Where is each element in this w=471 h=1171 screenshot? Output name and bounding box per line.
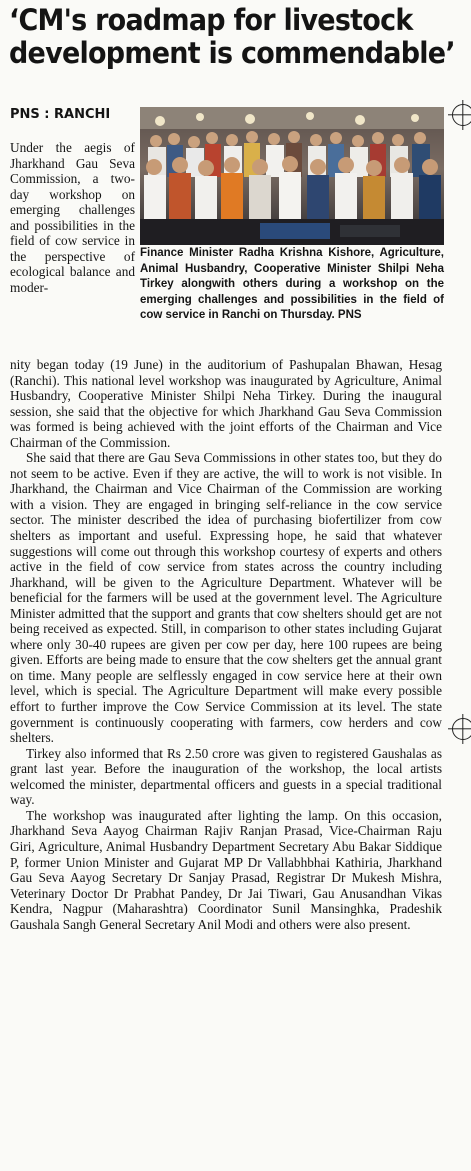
registration-mark-icon [452, 718, 471, 740]
headline [9, 3, 455, 70]
article-body [10, 357, 442, 932]
body-paragraph-4: The workshop was inaugurated after lighting the lamp. On this occasion, Jharkhand Seva Aayog Chairman Rajiv Ranjan Prasad, Vice-Chairman Raju Giri, Agriculture, Animal Husbandry Department Secretary Abu Bakar Siddique P, former Union Minister and Gujarat MP Dr Vallabhbhai Kathiria, Jharkhand Gau Seva Aayog Secretary Dr Sanjay Prasad, Registrar Dr Mukesh Mishra, Veterinary Doctor Dr Prabhat Pandey, Dr Jai Tiwari, Gau Anusandhan Vikas Kendra, Nagpur (Maharashtra) Coordinator Sunil Mansinghka, Pradeshik Gaushala Sangh General Secretary Anil Modi and others were also present. [10, 807, 442, 932]
body-paragraph-1: nity began today (19 June) in the auditorium of Pashupalan Bhawan, Hesag (Ranchi). This national level workshop was inaugurated by Agriculture, Animal Husbandry, Cooperative Minister Shilpi Neha Tirkey. During the inaugural session, she said that the objective for which Jharkhand Gau Seva Commission was formed is being achieved with the joint efforts of the Chairman and Vice Chairman of the Commission. [10, 357, 442, 450]
article-photo [140, 107, 444, 245]
intro-column: Under the aegis of Jharkhand Gau Seva Commission, a two-day workshop on emerging challenges and possibilities in the field of cow service in the perspective of ecological balance and moder- [10, 140, 135, 295]
body-paragraph-2: She said that there are Gau Seva Commissions in other states too, but they do not seem to be active. Even if they are active, the will to work is not visible. In Jharkhand, the Chairman and Vice Chairman of the Commission are working with a vision. They are engaged in bringing self-reliance in the cow service sector. The minister described the idea of purchasing biofertilizer from cow shelters as important and useful. Expressing hope, he said that whatever suggestions will come out through this workshop courtesy of experts and others active in the field of cow service from states across the country including Jharkhand, will be given to the Agriculture Department. Whatever will be beneficial for the farmers will be used at the government level. The Agriculture Minister admitted that the support and grants that cow shelters should get are not being received as expected. Still, in comparison to other states including Gujarat where only 30-40 rupees are given per cow per day, here 100 rupees are being given. Efforts are being made to ensure that the cow shelters get the annual grant on time. Many people are selflessly engaged in cow service here at their own level, which is special. The Agriculture Department will make every possible effort to further improve the Cow Service Commission at its level. The state government is continuously cooperating with farmers, cow herders and cow shelters. [10, 450, 442, 746]
photo-caption: Finance Minister Radha Krishna Kishore, Agriculture, Animal Husbandry, Cooperative Minister Shilpi Neha Tirkey alongwith others during a workshop on the emerging challenges and possibilities in the field of cow service in Ranchi on Thursday. PNS [140, 247, 444, 322]
headline-line-1: ‘CM's roadmap for livestock [9, 3, 413, 37]
headline-line-2: development is commendable’ [9, 36, 455, 70]
group-photo-image [140, 107, 444, 245]
registration-mark-icon [452, 104, 471, 126]
byline: PNS : RANCHI [10, 107, 111, 122]
body-paragraph-3: Tirkey also informed that Rs 2.50 crore was given to registered Gaushalas as grant last year. Before the inauguration of the workshop, the local artists welcomed the minister, departmental officers and guests in a special traditional way. [10, 745, 442, 808]
